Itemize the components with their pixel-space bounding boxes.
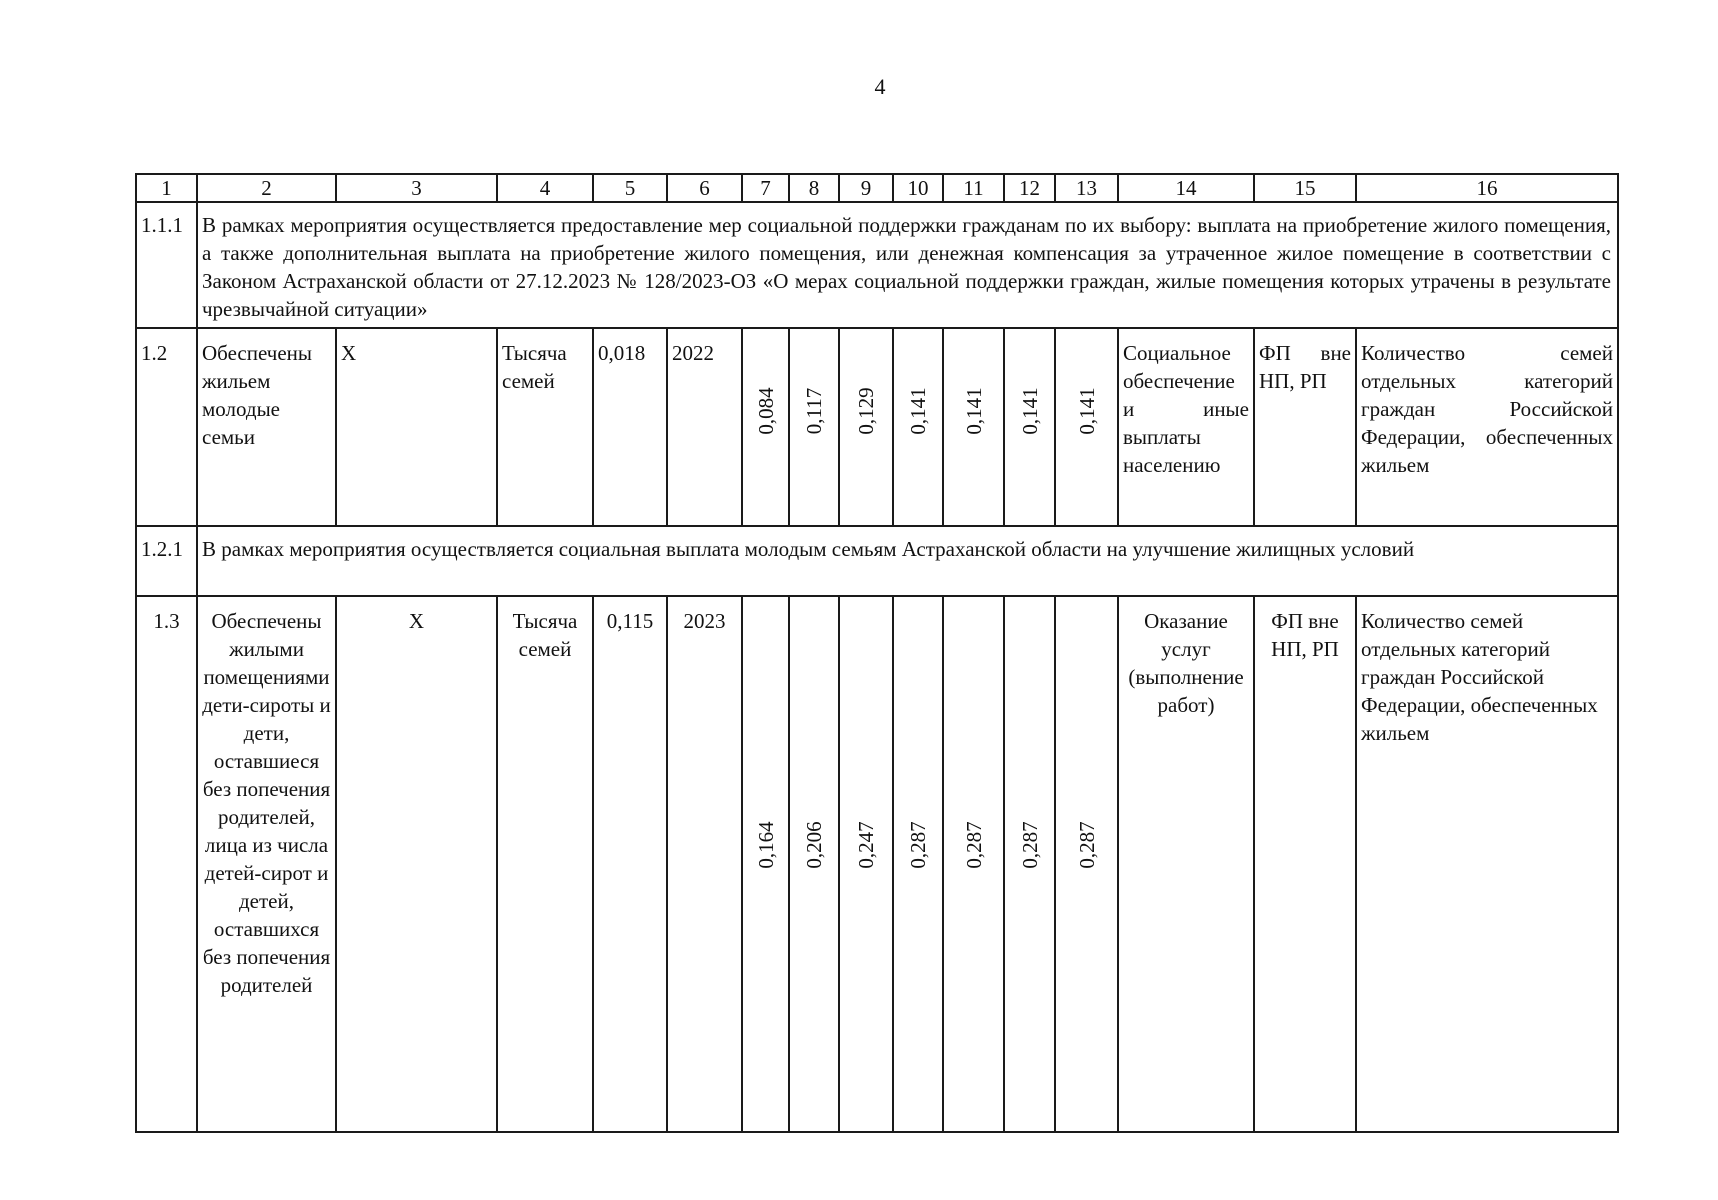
row-1-3	[136, 596, 1618, 1132]
header-cell: 3	[336, 174, 497, 202]
row-number: 1.1.1	[136, 202, 197, 328]
header-cell: 13	[1055, 174, 1118, 202]
value-cell	[943, 596, 1004, 1132]
value-cell	[1055, 328, 1118, 526]
value-cell	[789, 596, 839, 1132]
value-text: 0,084	[753, 387, 778, 435]
value-text: 0,247	[854, 821, 878, 869]
value-text: 0,117	[802, 387, 826, 435]
indicator-name: Обеспечены жилыми помещениями дети-сироты и дети, оставшиеся без попечения родителей, лица из числа детей-сирот и детей, оставшихся без попечения родителей	[197, 596, 336, 1132]
header-cell: 6	[667, 174, 742, 202]
value-cell	[742, 328, 789, 526]
value-text: 0,164	[753, 821, 778, 869]
header-cell: 5	[593, 174, 667, 202]
value-text: 0,141	[961, 387, 986, 435]
row-1-2-1	[136, 526, 1618, 596]
value-text: 0,287	[1074, 821, 1099, 869]
header-cell: 11	[943, 174, 1004, 202]
value-text: 0,141	[1017, 387, 1042, 435]
base-value: 0,018	[593, 328, 667, 526]
col3-value: Х	[336, 596, 497, 1132]
value-text: 0,287	[1017, 821, 1042, 869]
row-1-1-1	[136, 202, 1618, 328]
header-cell: 7	[742, 174, 789, 202]
page-number: 4	[874, 74, 886, 99]
value-cell	[893, 328, 943, 526]
value-cell	[1004, 328, 1055, 526]
value-text: 0,287	[906, 821, 930, 869]
value-cell	[789, 328, 839, 526]
value-text: 0,141	[1074, 387, 1099, 435]
header-cell: 4	[497, 174, 593, 202]
value-cell	[742, 596, 789, 1132]
unit-cell: Тысяча семей	[497, 328, 593, 526]
related-indicator: Количество семей отдельных категорий граждан Российской Федерации, обеспеченных жильем	[1356, 596, 1618, 1132]
row-description: В рамках мероприятия осуществляется социальная выплата молодым семьям Астраханской области на улучшение жилищных условий	[197, 526, 1618, 596]
value-text: 0,287	[961, 821, 986, 869]
row-number: 1.3	[136, 596, 197, 1132]
value-cell	[839, 596, 893, 1132]
header-row	[136, 174, 1618, 202]
unit-cell: Тысяча семей	[497, 596, 593, 1132]
related-indicator: Количество семей отдельных категорий граждан Российской Федерации, обеспеченных жильем	[1356, 328, 1618, 526]
header-cell: 16	[1356, 174, 1618, 202]
header-cell: 10	[893, 174, 943, 202]
header-cell: 12	[1004, 174, 1055, 202]
row-number: 1.2	[136, 328, 197, 526]
col3-value: Х	[336, 328, 497, 526]
header-cell: 8	[789, 174, 839, 202]
value-text: 0,129	[854, 387, 878, 435]
base-year: 2022	[667, 328, 742, 526]
value-cell	[893, 596, 943, 1132]
base-value: 0,115	[593, 596, 667, 1132]
indicators-table	[135, 173, 1619, 1133]
header-cell: 2	[197, 174, 336, 202]
project-type: ФП вне НП, РП	[1254, 328, 1356, 526]
header-cell: 9	[839, 174, 893, 202]
indicator-name: Обеспечены жильем молодые семьи	[197, 328, 336, 526]
value-cell	[839, 328, 893, 526]
header-cell: 1	[136, 174, 197, 202]
value-cell	[943, 328, 1004, 526]
row-description: В рамках мероприятия осуществляется предоставление мер социальной поддержки гражданам по их выбору: выплата на приобретение жилого помещения, а также дополнительная выплата на приобретение жилого помещения, или денежная компенсация за утраченное жилое помещение в соответствии с Законом Астраханской области от 27.12.2023 № 128/2023-ОЗ «О мерах социальной поддержки граждан, жилые помещения которых утрачены в результате чрезвычайной ситуации»	[197, 202, 1618, 328]
value-text: 0,206	[802, 821, 826, 869]
value-text: 0,141	[906, 387, 930, 435]
value-cell	[1055, 596, 1118, 1132]
project-type: ФП вне НП, РП	[1254, 596, 1356, 1132]
header-cell: 15	[1254, 174, 1356, 202]
header-cell: 14	[1118, 174, 1254, 202]
row-number: 1.2.1	[136, 526, 197, 596]
expense-type: Оказание услуг (выполнение работ)	[1118, 596, 1254, 1132]
base-year: 2023	[667, 596, 742, 1132]
expense-type: Социальное обеспечение и иные выплаты населению	[1118, 328, 1254, 526]
row-1-2	[136, 328, 1618, 526]
value-cell	[1004, 596, 1055, 1132]
